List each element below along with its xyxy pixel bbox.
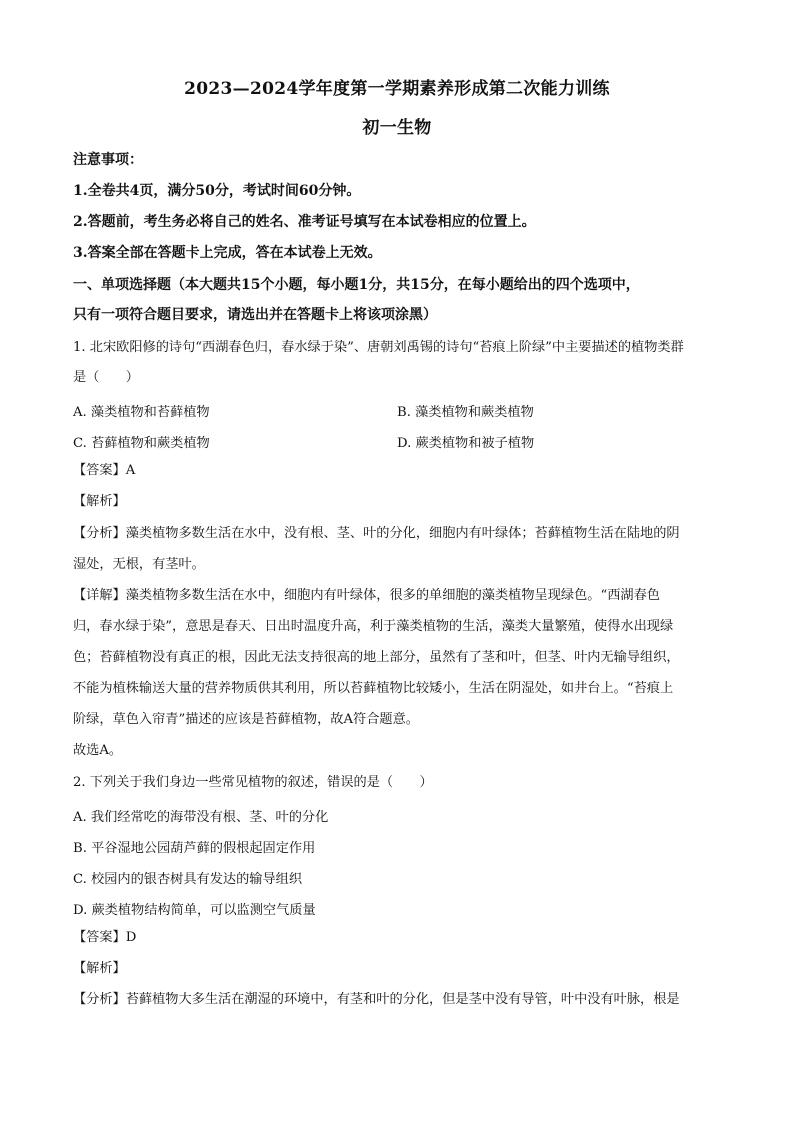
q2-option-b: B. 平谷湿地公园葫芦藓的假根起固定作用 bbox=[73, 841, 316, 856]
detail-tag: 【详解】 bbox=[73, 588, 126, 603]
notice-heading: 注意事项： bbox=[73, 152, 143, 168]
fenxi-text: 苔藓植物大多生活在潮湿的环境中，有茎和叶的分化，但是茎中没有导管，叶中没有叶脉，根是 bbox=[125, 992, 680, 1007]
q1-option-c: C. 苔藓植物和蕨类植物 bbox=[73, 436, 210, 451]
q2-option-c: C. 校园内的银杏树具有发达的输导组织 bbox=[73, 872, 303, 887]
fenxi-tag: 【分析】 bbox=[73, 992, 126, 1007]
detail-text: 藻类植物多数生活在水中，细胞内有叶绿体，很多的单细胞的藻类植物呈现绿色。“西湖春色 bbox=[125, 588, 660, 603]
q2-analysis-heading: 【解析】 bbox=[73, 961, 126, 976]
fenxi-tag: 【分析】 bbox=[73, 526, 126, 541]
section-heading-line-1: 一、单项选择题（本大题共15个小题，每小题1分，共15分，在每小题给出的四个选项中， bbox=[73, 277, 640, 293]
notice-item-3: 3.答案全部在答题卡上完成，答在本试卷上无效。 bbox=[73, 245, 382, 261]
answer-tag: 【答案】 bbox=[73, 463, 126, 478]
notice-item-2: 2.答题前，考生务必将自己的姓名、准考证号填写在本试卷相应的位置上。 bbox=[73, 214, 536, 230]
q2-option-a: A. 我们经常吃的海带没有根、茎、叶的分化 bbox=[73, 810, 329, 825]
q1-analysis-heading: 【解析】 bbox=[73, 494, 126, 509]
q1-detail-line-4: 不能为植株输送大量的营养物质供其利用，所以苔藓植物比较矮小，生活在阴湿处，如井台上。“苔痕上 bbox=[73, 681, 674, 696]
q1-fenxi-line-1 bbox=[73, 526, 733, 542]
answer-value: A bbox=[125, 463, 136, 478]
q1-conclusion: 故选A。 bbox=[73, 743, 123, 758]
q1-detail-line-2: 归，春水绿于染”，意思是春天、日出时温度升高，利于藻类植物的生活，藻类大量繁殖，使得水出现绿 bbox=[73, 619, 674, 634]
q1-detail-line-1 bbox=[73, 588, 733, 604]
q2-option-d: D. 蕨类植物结构简单，可以监测空气质量 bbox=[73, 903, 316, 918]
section-heading-line-2: 只有一项符合题目要求，请选出并在答题卡上将该项涂黑） bbox=[73, 307, 437, 323]
q1-option-b: B. 藻类植物和蕨类植物 bbox=[397, 405, 534, 420]
q1-detail-line-5: 阶绿，草色入帘青”描述的应该是苔藓植物，故A符合题意。 bbox=[73, 712, 419, 727]
q1-stem-line-2: 是（ ） bbox=[73, 370, 139, 385]
q1-option-d: D. 蕨类植物和被子植物 bbox=[397, 436, 535, 451]
answer-tag: 【答案】 bbox=[73, 930, 126, 945]
q2-fenxi-line-1 bbox=[73, 992, 733, 1008]
q1-fenxi-line-2: 湿处，无根，有茎叶。 bbox=[73, 557, 205, 572]
exam-title: 2023—2024学年度第一学期素养形成第二次能力训练 bbox=[184, 79, 610, 99]
q1-answer bbox=[73, 463, 733, 479]
answer-value: D bbox=[125, 930, 137, 945]
q2-stem: 2. 下列关于我们身边一些常见植物的叙述，错误的是（ ） bbox=[73, 775, 433, 790]
q1-stem-line-1: 1. 北宋欧阳修的诗句“西湖春色归，春水绿于染”、唐朝刘禹锡的诗句“苔痕上阶绿”中主要描述的植物类群 bbox=[73, 340, 684, 355]
notice-item-1: 1.全卷共4页，满分50分，考试时间60分钟。 bbox=[73, 183, 361, 199]
q2-answer bbox=[73, 930, 733, 946]
subject-title: 初一生物 bbox=[362, 118, 432, 138]
fenxi-text: 藻类植物多数生活在水中，没有根、茎、叶的分化，细胞内有叶绿体；苔藓植物生活在陆地的阴 bbox=[125, 526, 680, 541]
q1-option-a: A. 藻类植物和苔藓植物 bbox=[73, 405, 210, 420]
q1-detail-line-3: 色；苔藓植物没有真正的根，因此无法支持很高的地上部分，虽然有了茎和叶，但茎、叶内无输导组织， bbox=[73, 650, 680, 665]
